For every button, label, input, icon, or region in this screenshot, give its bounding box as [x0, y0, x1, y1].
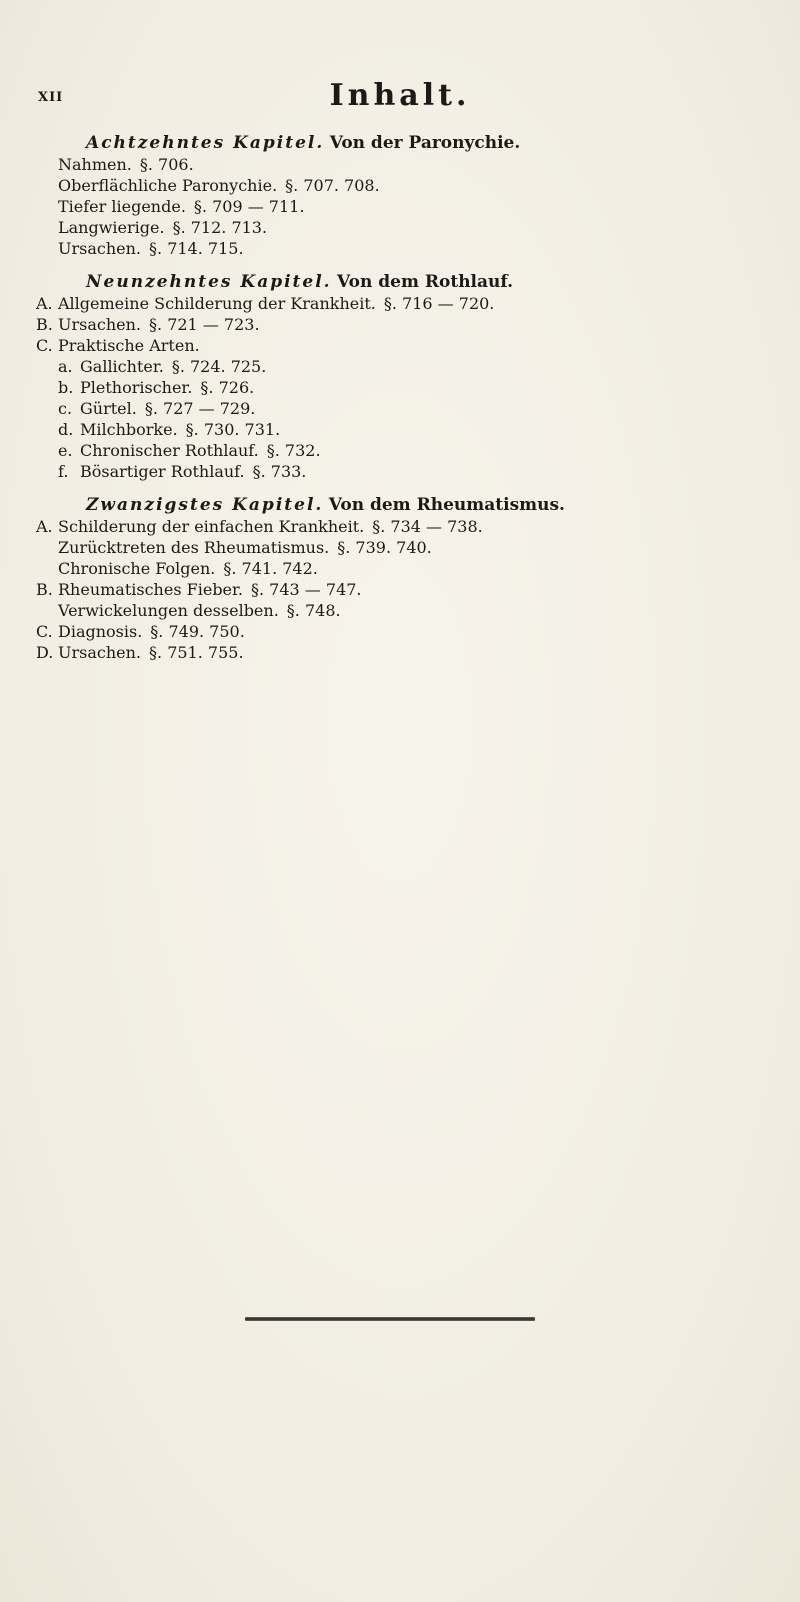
entry-text: Rheumatisches Fieber. [58, 580, 243, 599]
chapter-18 [36, 132, 786, 259]
entry-text: Ursachen. [58, 643, 142, 662]
entry-letter [36, 217, 58, 238]
entry-ref: §. 714. 715. [149, 239, 244, 258]
toc-entry [36, 516, 786, 537]
entry-ref: §. 741. 742. [223, 559, 318, 578]
entry-letter: f. [58, 462, 69, 481]
entry-text: Chronischer Rothlauf. [80, 441, 259, 460]
entry-letter: c. [58, 399, 73, 418]
entry-letter: B. [36, 580, 53, 599]
toc-entry [36, 217, 786, 238]
toc-subentry [36, 356, 786, 377]
entry-text: Gallichter. [80, 357, 164, 376]
entry-letter: A. [36, 294, 53, 313]
entry-letter [36, 175, 58, 196]
table-of-contents [36, 132, 786, 675]
entry-ref: §. 707. 708. [285, 176, 380, 195]
chapter-title: Von dem Rothlauf. [337, 272, 514, 292]
entry-ref: §. 743 — 747. [251, 580, 362, 599]
entry-ref: §. 712. 713. [172, 218, 268, 237]
entry-letter: b. [58, 378, 74, 397]
entry-text: Langwierige. [58, 218, 165, 237]
toc-entry [36, 238, 786, 259]
entry-ref: §. 726. [200, 378, 255, 397]
entry-ref: §. 749. 750. [150, 622, 245, 641]
chapter-19 [36, 271, 786, 482]
chapter-20 [36, 494, 786, 663]
toc-entry [36, 293, 786, 314]
entry-text: Allgemeine Schilderung der Krankheit. [58, 294, 376, 313]
toc-subentry [36, 461, 786, 482]
entry-text: Plethorischer. [80, 378, 193, 397]
entry-ref: §. 733. [252, 462, 307, 481]
entry-text: Ursachen. [58, 239, 142, 258]
entry-letter: D. [36, 643, 54, 662]
toc-entry [36, 537, 786, 558]
entry-ref: §. 730. 731. [185, 420, 281, 439]
entry-ref: §. 751. 755. [149, 643, 244, 662]
toc-entry [36, 621, 786, 642]
entry-letter [36, 238, 58, 259]
entry-ref: §. 739. 740. [337, 538, 432, 557]
entry-text: Milchborke. [80, 420, 178, 439]
entry-ref: §. 706. [139, 155, 194, 174]
chapter-heading [36, 132, 786, 154]
entry-text: Oberflächliche Paronychie. [58, 176, 278, 195]
chapter-title: Von dem Rheumatismus. [328, 495, 565, 515]
entry-letter: B. [36, 315, 53, 334]
entry-ref: §. 724. 725. [171, 357, 267, 376]
entry-text: Praktische Arten. [58, 336, 200, 355]
entry-text: Zurücktreten des Rheumatismus. [58, 538, 330, 557]
closing-rule [245, 1317, 535, 1321]
toc-entry [36, 579, 786, 600]
chapter-heading [36, 271, 786, 293]
chapter-title: Von der Paronychie. [329, 133, 521, 153]
page-header [0, 78, 800, 118]
entry-text: Verwickelungen desselben. [58, 601, 279, 620]
entry-letter: e. [58, 441, 73, 460]
chapter-ordinal: Achtzehntes Kapitel. [86, 133, 325, 153]
entry-letter [36, 154, 58, 175]
toc-entry [36, 642, 786, 663]
entry-text: Chronische Folgen. [58, 559, 216, 578]
entry-text: Schilderung der einfachen Krankheit. [58, 517, 365, 536]
entry-text: Nahmen. [58, 155, 132, 174]
entry-text: Diagnosis. [58, 622, 143, 641]
toc-subentry [36, 419, 786, 440]
entry-letter: C. [36, 622, 53, 641]
entry-ref: §. 721 — 723. [149, 315, 260, 334]
toc-entry [36, 558, 786, 579]
toc-entry [36, 175, 786, 196]
entry-letter: a. [58, 357, 73, 376]
page-number: XII [38, 90, 64, 105]
toc-entry [36, 600, 786, 621]
entry-ref: §. 716 — 720. [383, 294, 495, 313]
entry-text: Ursachen. [58, 315, 142, 334]
toc-entry [36, 196, 786, 217]
entry-ref: §. 727 — 729. [144, 399, 256, 418]
chapter-ordinal: Zwanzigstes Kapitel. [86, 495, 324, 515]
entry-text: Tiefer liegende. [58, 197, 186, 216]
entry-text: Gürtel. [80, 399, 137, 418]
running-head: Inhalt. [329, 78, 471, 113]
entry-ref: §. 732. [266, 441, 321, 460]
toc-entry [36, 335, 786, 356]
chapter-ordinal: Neunzehntes Kapitel. [86, 272, 332, 292]
entry-letter [36, 196, 58, 217]
entry-text: Bösartiger Rothlauf. [80, 462, 245, 481]
entry-letter: C. [36, 336, 53, 355]
chapter-heading [36, 494, 786, 516]
toc-subentry [36, 440, 786, 461]
entry-letter: A. [36, 517, 53, 536]
toc-entry [36, 154, 786, 175]
toc-entry [36, 314, 786, 335]
entry-ref: §. 709 — 711. [193, 197, 305, 216]
toc-subentry [36, 377, 786, 398]
toc-subentry [36, 398, 786, 419]
entry-ref: §. 748. [286, 601, 341, 620]
entry-ref: §. 734 — 738. [372, 517, 483, 536]
entry-letter: d. [58, 420, 74, 439]
